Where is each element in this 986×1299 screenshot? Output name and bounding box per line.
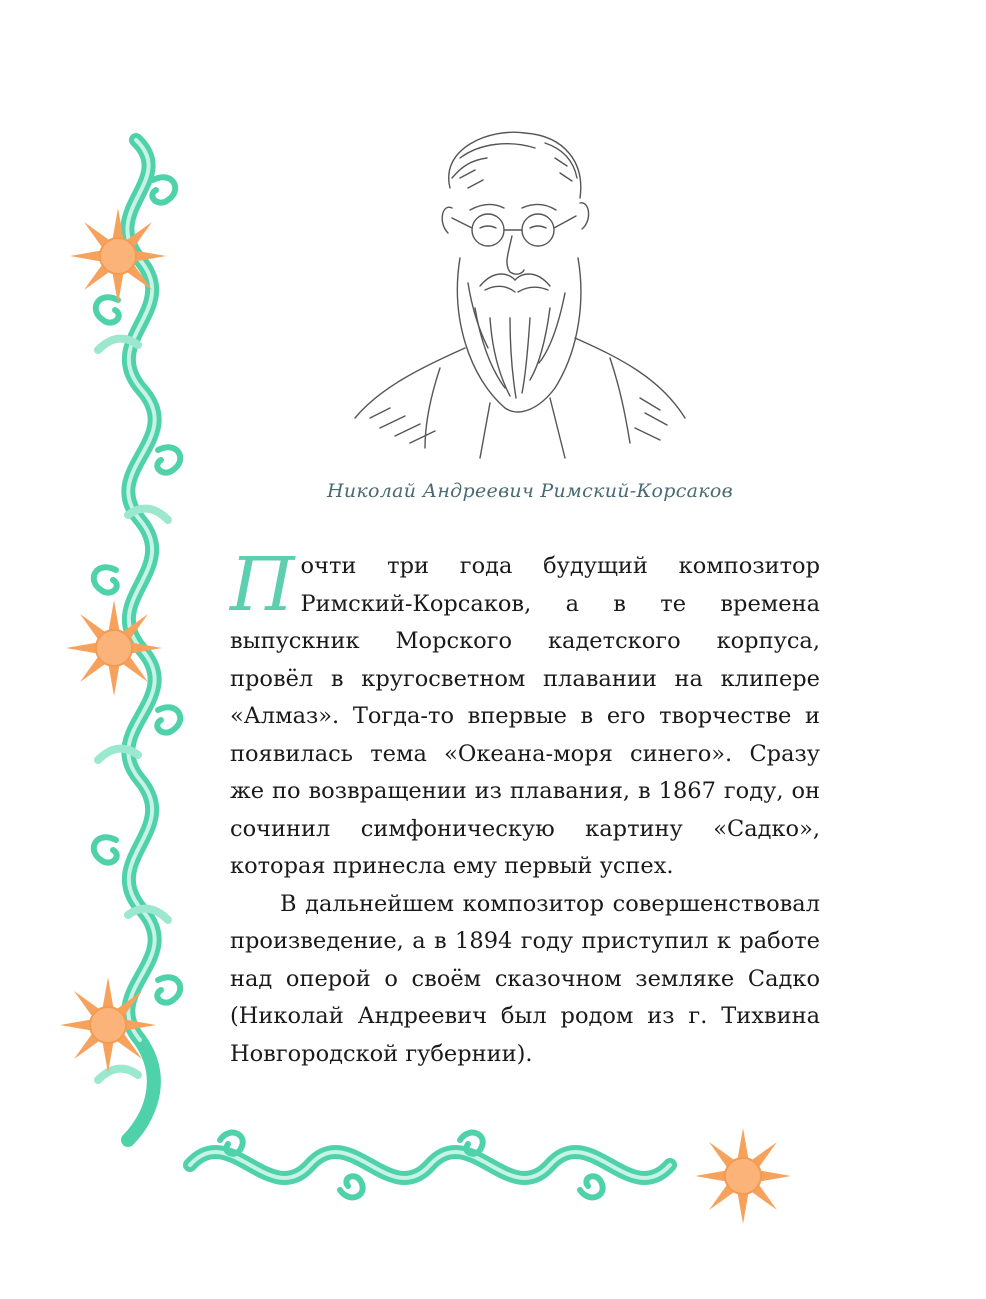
sun-ornament-icon	[64, 598, 164, 698]
bottom-vine-ornament	[180, 1120, 680, 1210]
sun-ornament-icon	[68, 206, 168, 306]
portrait-sketch	[340, 118, 700, 468]
sun-ornament-icon	[58, 975, 158, 1075]
drop-cap: П	[230, 542, 295, 628]
portrait-caption: Николай Андреевич Римский-Корсаков	[326, 480, 734, 502]
body-text	[230, 542, 820, 1073]
paragraph-1	[230, 542, 820, 886]
sun-ornament-icon	[693, 1126, 793, 1226]
paragraph-2: В дальнейшем композитор совершенствовал произведение, а в 1894 году приступил к работе над оперой о своём сказочном земляке Садко (Николай Андреевич был родом из г. Тихвина Новгородской губернии).	[230, 890, 820, 1067]
paragraph-1-text: очти три года будущий композитор Римский-Корсаков, а в те времена выпускник Морского кадетского корпуса, провёл в кругосветном плавании на клипере «Алмаз». Тогда-то впервые в его творчестве и появилась тема «Океана-моря синего». Сразу же по возвращении из плавания, в 1867 году, он сочинил симфоническую картину «Садко», которая принесла ему первый успех.	[230, 553, 820, 879]
